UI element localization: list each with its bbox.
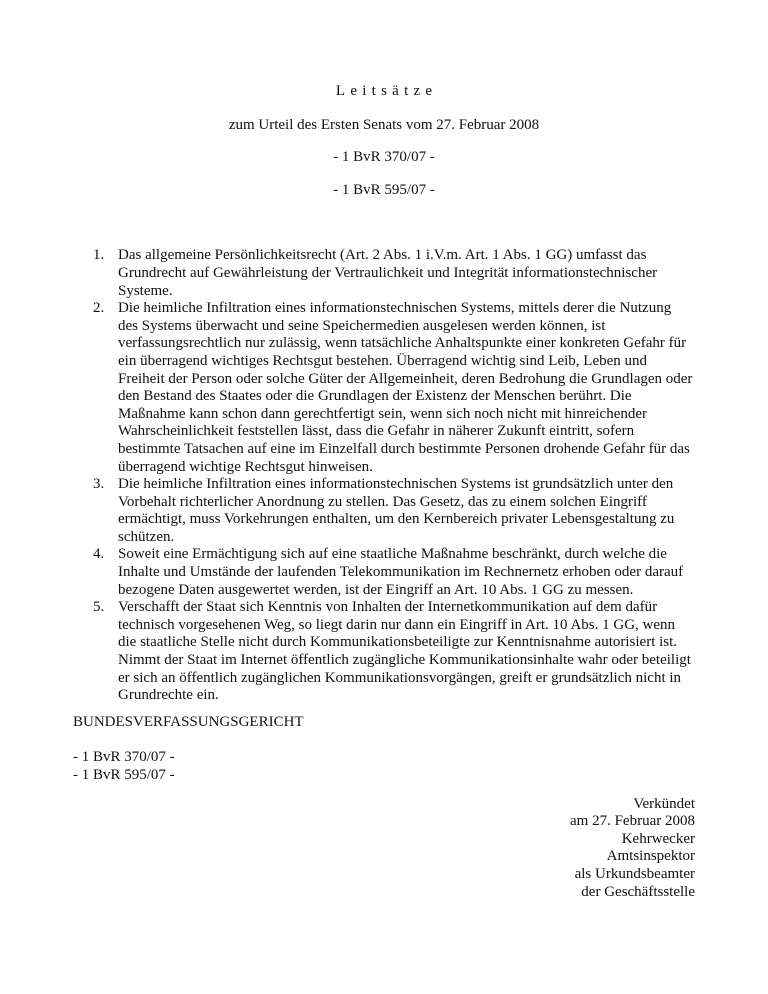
footer-case-number-2: - 1 BvR 595/07 -	[73, 767, 175, 783]
announcement-block	[0, 796, 695, 902]
leitsatz-text: Soweit eine Ermächtigung sich auf eine staatliche Maßnahme beschränkt, durch welche die Inhalte und Umstände der laufenden Telekommunikation im Rechnernetz erhoben oder darauf bezogene Daten ausgewertet werden, ist der Eingriff an Art. 10 Abs. 1 GG zu messen.	[118, 546, 684, 598]
leitsatz-item-3	[93, 476, 693, 546]
announcement-line-role-2: der Geschäftsstelle	[581, 883, 695, 900]
leitsatz-number: 5.	[93, 599, 105, 616]
leitsatz-number: 3.	[93, 476, 105, 493]
document-title: Leitsätze	[335, 83, 438, 99]
announcement-line-clerk-name: Kehrwecker	[621, 830, 695, 847]
leitsatz-body	[118, 599, 693, 705]
footer-case-numbers	[73, 749, 768, 784]
announcement-line-role-1: als Urkundsbeamter	[574, 865, 695, 882]
footer-case-number-1: - 1 BvR 370/07 -	[73, 749, 175, 766]
leitsatz-text: Die heimliche Infiltration eines informationstechnischen Systems ist grundsätzlich unter den Vorbehalt richterlicher Anordnung zu stellen. Das Gesetz, das zu einem solchen Eingriff ermächtigt, muss Vorkehrungen enthalten, um den Kernbereich privater Lebensgestaltung zu schützen.	[118, 476, 675, 545]
document-header	[0, 0, 768, 199]
court-name: BUNDESVERFASSUNGSGERICHT	[73, 713, 304, 730]
leitsatz-text: Das allgemeine Persönlichkeitsrecht (Art. 2 Abs. 1 i.V.m. Art. 1 Abs. 1 GG) umfasst das Grundrecht auf Gewährleistung der Vertraulichkeit und Integrität informationstechnischer Systeme.	[118, 247, 658, 299]
leitsaetze-list	[93, 247, 693, 704]
leitsatz-item-4	[93, 546, 693, 599]
leitsatz-number: 2.	[93, 300, 105, 317]
leitsatz-item-5	[93, 599, 693, 705]
document-subtitle: zum Urteil des Ersten Senats vom 27. Februar 2008	[228, 116, 540, 133]
leitsatz-text: Die heimliche Infiltration eines informationstechnischen Systems, mittels derer die Nutzung des Systems überwacht und seine Speichermedien ausgelesen werden können, ist verfassungsrechtlich nur zulässig, wenn tatsächliche Anhaltspunkte einer konkreten Gefahr für ein überragend wichtiges Rechtsgut bestehen. Überragend wichtig sind Leib, Leben und Freiheit der Person oder solche Güter der Allgemeinheit, deren Bedrohung die Grundlagen oder den Bestand des Staates oder die Grundlagen der Existenz der Menschen berührt. Die Maßnahme kann schon dann gerechtfertigt sein, wenn sich noch nicht mit hinreichender Wahrscheinlichkeit feststellen lässt, dass die Gefahr in näherer Zukunft eintritt, sofern bestimmte Tatsachen auf eine im Einzelfall durch bestimmte Personen drohende Gefahr für das überragend wichtige Rechtsgut hinweisen.	[118, 300, 693, 475]
leitsatz-number: 4.	[93, 546, 105, 563]
announcement-line-verkuendet: Verkündet	[633, 795, 695, 812]
leitsatz-item-2	[93, 300, 693, 476]
announcement-line-clerk-title: Amtsinspektor	[606, 848, 695, 865]
header-case-number-2: - 1 BvR 595/07 -	[333, 181, 435, 198]
header-case-number-1: - 1 BvR 370/07 -	[333, 149, 435, 166]
leitsatz-continuation-text: Nimmt der Staat im Internet öffentlich zugängliche Kommunikationsinhalte wahr oder beteiligt er sich an öffentlich zugänglichen Kommunikationsvorgängen, greift er grundsätzlich nicht in Grundrechte ein.	[118, 652, 691, 704]
leitsatz-item-1	[93, 247, 693, 300]
leitsatz-text: Verschafft der Staat sich Kenntnis von Inhalten der Internetkommunikation auf dem dafür technisch vorgesehenen Weg, so liegt darin nur dann ein Eingriff in Art. 10 Abs. 1 GG, wenn die staatliche Stelle nicht durch Kommunikationsbeteiligte zur Kenntnisnahme autorisiert ist.	[118, 599, 678, 651]
leitsatz-number: 1.	[93, 247, 105, 264]
announcement-line-date: am 27. Februar 2008	[570, 813, 695, 830]
